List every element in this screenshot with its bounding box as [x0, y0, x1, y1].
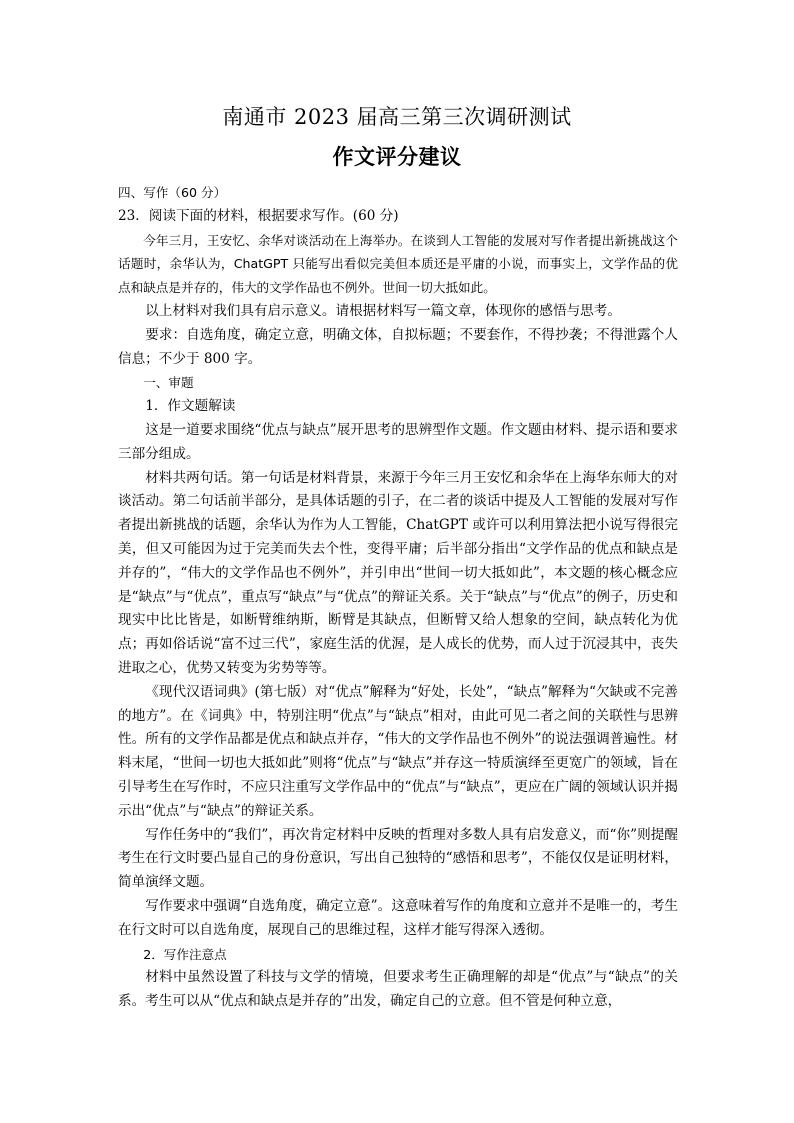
page-title: 南通市 2023 届高三第三次调研测试 — [222, 105, 572, 129]
section-heading: 四、写作（60 分） — [118, 185, 227, 200]
analysis-paragraph-3: 《现代汉语词典》(第七版）对“优点”解释为“好处，长处”，“缺点”解释为“欠缺或不完善的地方”。在《词典》中，特别注明“优点”与“缺点”相对，由此可见二者之间的关联性与思辨性。所有的文学作品都是优点和缺点并存，“伟大的文学作品也不例外”的说法强调普遍性。材料末尾，“世间一切也大抵如此”则将“优点”与“缺点”并存这一特质演绎至更宽广的领域，旨在引导考生在写作时，不应只注重写文学作品中的“优点”与“缺点”，更应在广阔的领域认识并揭示出“优点”与“缺点”的辩证关系。 — [118, 683, 678, 819]
analysis-paragraph-6: 材料中虽然设置了科技与文学的情境，但要求考生正确理解的却是“优点”与“缺点”的关系。考生可以从“优点和缺点是并存的”出发，确定自己的立意。但不管是何种立意， — [118, 969, 678, 1010]
part1-heading: 一、审题 — [143, 375, 194, 391]
analysis-paragraph-1: 这是一道要求围绕“优点与缺点”展开思考的思辨型作文题。作文题由材料、提示语和要求三部分组成。 — [118, 421, 678, 462]
material-paragraph: 今年三月，王安忆、余华对谈活动在上海举办。在谈到人工智能的发展对写作者提出新挑战这个话题时，余华认为，ChatGPT 只能写出看似完美但本质还是平庸的小说，而事实上，文学作品的优点和缺点是并存的，伟大的文学作品也不例外。世间一切大抵如此。 — [118, 232, 678, 296]
analysis-paragraph-5: 写作要求中强调“自选角度，确定立意”。这意味着写作的角度和立意并不是唯一的，考生在行文时可以自选角度，展现自己的思维过程，这样才能写得深入透彻。 — [118, 897, 678, 938]
page-subtitle: 作文评分建议 — [332, 144, 462, 169]
question-line: 23．阅读下面的材料，根据要求写作。(60 分) — [118, 207, 399, 224]
analysis-paragraph-2: 材料共两句话。第一句话是材料背景，来源于今年三月王安忆和余华在上海华东师大的对谈活动。第二句话前半部分，是具体话题的引子，在二者的谈话中提及人工智能的发展对写作者提出新挑战的话题，余华认为作为人工智能，ChatGPT 或许可以利用算法把小说写得很完美，但又可能因为过于完美而失去个性，变得平庸；后半部分指出“文学作品的优点和缺点是并存的”，“伟大的文学作品也不例外”，并引申出“世间一切大抵如此”，本文题的核心概念应是“缺点”与“优点”，重点写“缺点”与“优点”的辩证关系。关于“缺点”与“优点”的例子，历史和现实中比比皆是，如断臂维纳斯，断臂是其缺点，但断臂又给人想象的空间，缺点转化为优点；再如俗话说“富不过三代”，家庭生活的优渥，是人成长的优势，而人过于沉浸其中，丧失进取之心，优势又转变为劣势等等。 — [118, 469, 678, 676]
sub2-heading: 2．写作注意点 — [143, 946, 227, 962]
analysis-paragraph-4: 写作任务中的“我们”，再次肯定材料中反映的哲理对多数人具有启发意义，而“你”则提醒考生在行文时要凸显自己的身份意识，写出自己独特的“感悟和思考”，不能仅仅是证明材料，简单演绎文题。 — [118, 826, 678, 891]
requirement-paragraph: 要求：自选角度，确定立意，明确文体，自拟标题；不要套作，不得抄袭；不得泄露个人信息；不少于 800 字。 — [118, 326, 678, 367]
sub1-heading: 1．作文题解读 — [145, 398, 236, 415]
document-body — [118, 181, 678, 1014]
prompt-paragraph: 以上材料对我们具有启示意义。请根据材料写一篇文章，体现你的感悟与思考。 — [145, 302, 621, 319]
